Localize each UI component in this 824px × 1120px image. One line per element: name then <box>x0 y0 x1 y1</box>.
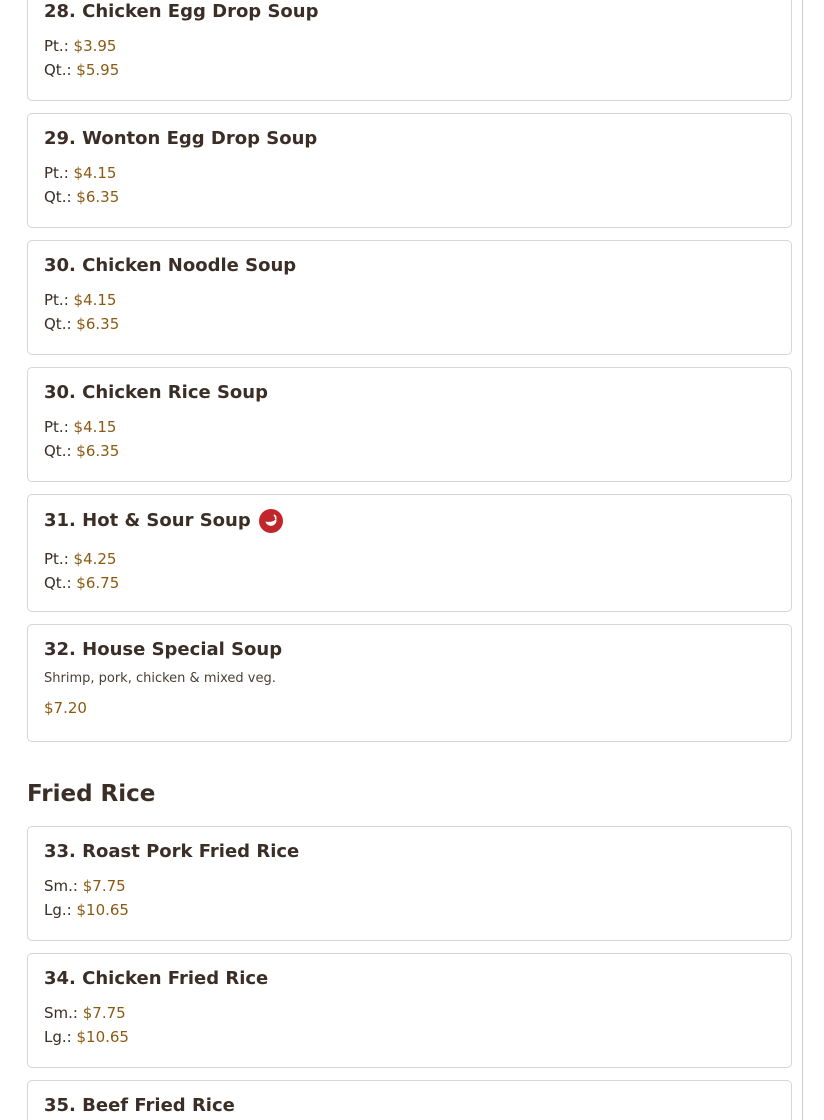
price-option <box>44 571 775 595</box>
size-label: Qt.: <box>44 315 72 333</box>
menu-item-house-special-soup[interactable] <box>27 624 792 742</box>
price-option <box>44 1025 775 1049</box>
section-heading-fried-rice: Fried Rice <box>27 781 156 807</box>
price-option <box>44 185 775 209</box>
price-amount: $7.75 <box>82 877 126 895</box>
size-label: Pt.: <box>44 164 69 182</box>
menu-item-hot-sour-soup[interactable] <box>27 494 792 612</box>
price-amount: $10.65 <box>76 1028 129 1046</box>
menu-content <box>27 0 792 1120</box>
price-option <box>44 161 775 185</box>
menu-item-title-text: 31. Hot & Sour Soup <box>44 510 251 531</box>
size-label: Qt.: <box>44 188 72 206</box>
size-label: Sm.: <box>44 1004 78 1022</box>
price-amount: $6.35 <box>76 315 120 333</box>
price-amount: $4.25 <box>73 550 117 568</box>
size-label: Pt.: <box>44 550 69 568</box>
price-amount: $3.95 <box>73 37 117 55</box>
menu-item-roast-pork-fried-rice[interactable] <box>27 826 792 941</box>
price-amount: $6.35 <box>76 188 120 206</box>
price-option <box>44 34 775 58</box>
price-option <box>44 547 775 571</box>
menu-item-title: 28. Chicken Egg Drop Soup <box>44 1 319 22</box>
price-option <box>44 439 775 463</box>
menu-item-title: 35. Beef Fried Rice <box>44 1095 235 1116</box>
price-amount: $6.35 <box>76 442 120 460</box>
price-option <box>44 874 775 898</box>
price-amount: $5.95 <box>76 61 120 79</box>
menu-item-title: 34. Chicken Fried Rice <box>44 968 269 989</box>
size-label: Pt.: <box>44 291 69 309</box>
size-label: Qt.: <box>44 442 72 460</box>
price-amount: $7.75 <box>82 1004 126 1022</box>
price-amount: $4.15 <box>73 291 117 309</box>
menu-item-title: 32. House Special Soup <box>44 639 283 660</box>
spicy-pepper-icon <box>259 509 283 533</box>
price-amount: $4.15 <box>73 164 117 182</box>
price-option <box>44 898 775 922</box>
menu-item-wonton-egg-drop-soup[interactable] <box>27 113 792 228</box>
size-label: Lg.: <box>44 901 72 919</box>
price-option <box>44 1001 775 1025</box>
price-option <box>44 58 775 82</box>
size-label: Sm.: <box>44 877 78 895</box>
price-option <box>44 288 775 312</box>
size-label: Pt.: <box>44 37 69 55</box>
menu-item-description: Shrimp, pork, chicken & mixed veg. <box>44 671 276 686</box>
price-amount: $10.65 <box>76 901 129 919</box>
size-label: Lg.: <box>44 1028 72 1046</box>
page-edge-divider <box>802 0 803 1120</box>
price-option <box>44 415 775 439</box>
size-label: Pt.: <box>44 418 69 436</box>
menu-item-title: 30. Chicken Noodle Soup <box>44 255 297 276</box>
price-option <box>44 312 775 336</box>
menu-item-title: 29. Wonton Egg Drop Soup <box>44 128 318 149</box>
menu-item-chicken-egg-drop-soup[interactable] <box>27 0 792 101</box>
menu-item-title <box>44 509 775 533</box>
size-label: Qt.: <box>44 61 72 79</box>
price-amount: $6.75 <box>76 574 120 592</box>
menu-item-title: 30. Chicken Rice Soup <box>44 382 268 403</box>
size-label: Qt.: <box>44 574 72 592</box>
menu-item-beef-fried-rice[interactable] <box>27 1080 792 1120</box>
menu-item-chicken-noodle-soup[interactable] <box>27 240 792 355</box>
price-amount: $7.20 <box>44 699 87 717</box>
menu-item-chicken-rice-soup[interactable] <box>27 367 792 482</box>
menu-item-chicken-fried-rice[interactable] <box>27 953 792 1068</box>
menu-item-title: 33. Roast Pork Fried Rice <box>44 841 300 862</box>
price-amount: $4.15 <box>73 418 117 436</box>
